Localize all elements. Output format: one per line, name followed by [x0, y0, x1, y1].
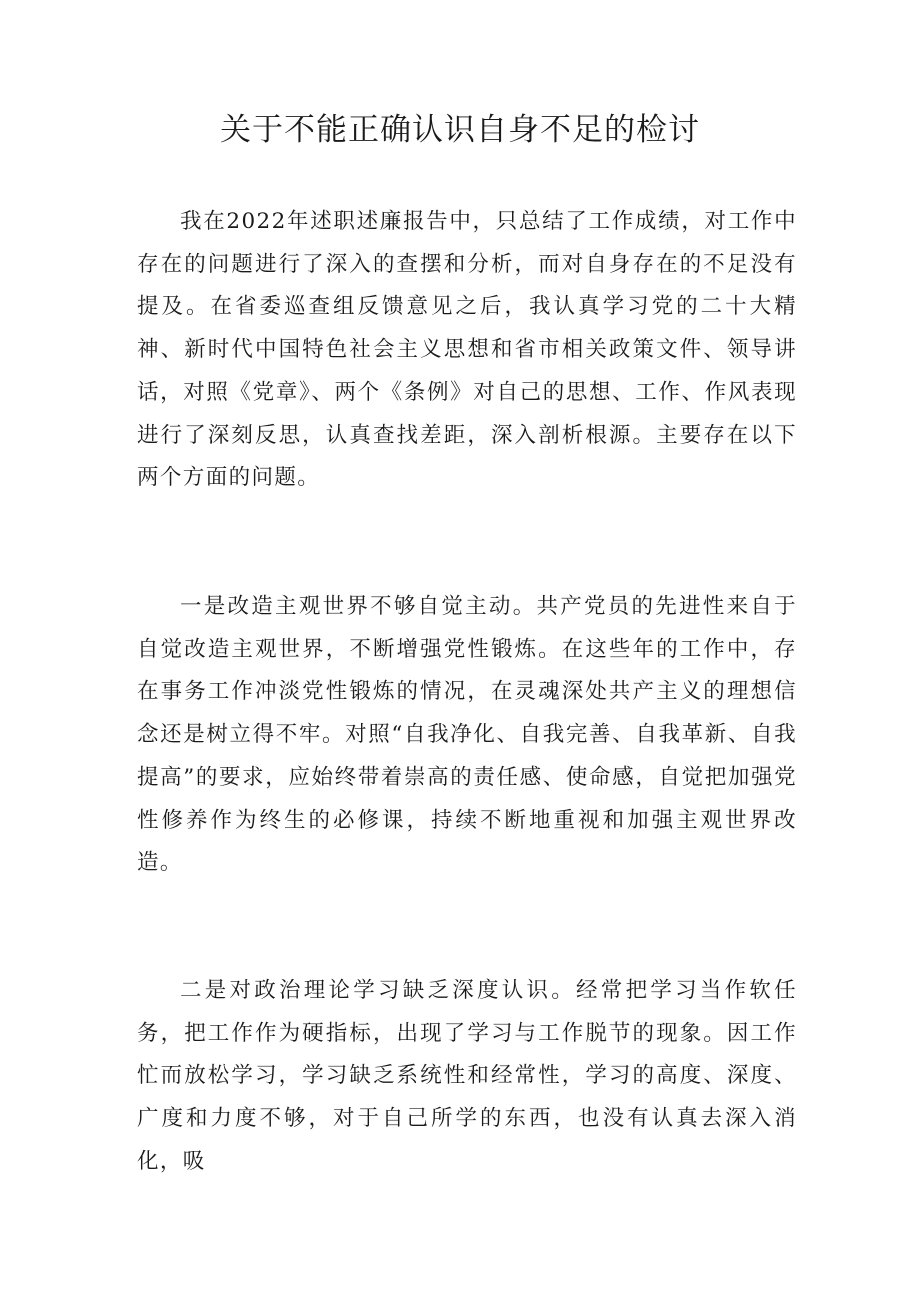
paragraph-issue-two: 二是对政治理论学习缺乏深度认识。经常把学习当作软任务，把工作作为硬指标，出现了学习与工作脱节的现象。因工作忙而放松学习，学习缺乏系统性和经常性，学习的高度、深度、广度和力度不够，对于自己所学的东西，也没有认真去深入消化，吸	[137, 978, 797, 1174]
document-title: 关于不能正确认识自身不足的检讨	[220, 112, 700, 148]
paragraph-intro: 我在2022年述职述廉报告中，只总结了工作成绩，对工作中存在的问题进行了深入的查摆和分析，而对自身存在的不足没有提及。在省委巡查组反馈意见之后，我认真学习党的二十大精神、新时代中国特色社会主义思想和省市相关政策文件、领导讲话，对照《党章》、两个《条例》对自己的思想、工作、作风表现进行了深刻反思，认真查找差距，深入剖析根源。主要存在以下两个方面的问题。	[137, 209, 797, 491]
paragraph-issue-one: 一是改造主观世界不够自觉主动。共产党员的先进性来自于自觉改造主观世界，不断增强党性锻炼。在这些年的工作中，存在事务工作冲淡党性锻炼的情况，在灵魂深处共产主义的理想信念还是树立得不牢。对照“自我净化、自我完善、自我革新、自我提高”的要求，应始终带着崇高的责任感、使命感，自觉把加强党性修养作为终生的必修课，持续不断地重视和加强主观世界改造。	[137, 594, 797, 876]
